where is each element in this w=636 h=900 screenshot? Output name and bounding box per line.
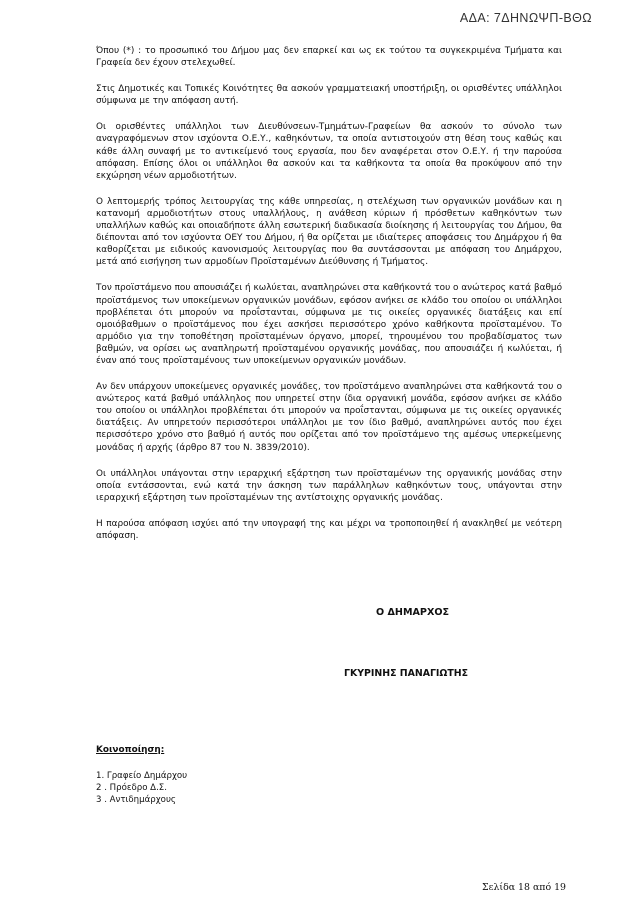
- ada-code: ΑΔΑ: 7ΔΗΝΩΨΠ-ΒΘΩ: [459, 11, 592, 25]
- signature-name: ΓΚΥΡΙΝΗΣ ΠΑΝΑΓΙΩΤΗΣ: [344, 668, 469, 679]
- list-item: 2 . Πρόεδρο Δ.Σ.: [96, 783, 167, 793]
- signature-title: Ο ΔΗΜΑΡΧΟΣ: [376, 607, 450, 618]
- page-number: Σελίδα 18 από 19: [481, 882, 566, 893]
- paragraph-validity: Η παρούσα απόφαση ισχύει από την υπογραφή της και μέχρι να τροποποιηθεί ή ανακληθεί με νεότερη απόφαση.: [96, 518, 562, 541]
- list-item: 1. Γραφείο Δημάρχου: [96, 771, 188, 781]
- paragraph-communities-support: Στις Δημοτικές και Τοπικές Κοινότητες θα ασκούν γραμματειακή υποστήριξη, οι ορισθέντες υπάλληλοι σύμφωνα με την απόφαση αυτή.: [96, 84, 562, 107]
- notification-list: [96, 770, 187, 806]
- document-body: [96, 45, 562, 556]
- paragraph-head-substitution: Τον προϊστάμενο που απουσιάζει ή κωλύεται, αναπληρώνει στα καθήκοντά του ο ανώτερος κατά βαθμό προϊστάμενος των υποκείμενων οργανικών μονάδων, εφόσον ανήκει σε κλάδο του οποίου οι υπάλληλοι προβλέπεται ότι μπορούν να προΐστανται, σύμφωνα με τις οικείες οργανικές διατάξεις και επί ομοιόβαθμων ο προϊστάμενος που έχει ασκήσει περισσότερο χρόνο καθήκοντα προϊσταμένου. Το αρμόδιο για την τοποθέτηση προϊσταμένων όργανο, μπορεί, τηρουμένου του προβαδίσματος των βαθμών, να ορίσει ως αναπληρωτή προϊσταμένου οργανικής μονάδας, που απουσιάζει ή κωλύεται, ή έναν από τους προϊσταμένους των υποκείμενων οργανικών μονάδων.: [96, 283, 562, 366]
- notification-heading: Κοινοποίηση:: [96, 745, 165, 755]
- paragraph-operation-details: Ο λεπτομερής τρόπος λειτουργίας της κάθε υπηρεσίας, η στελέχωση των οργανικών μονάδων και η κατανομή αρμοδιοτήτων στους υπαλλήλους, η ανάθεση κύριων ή πρόσθετων καθηκόντων των υπαλλήλων καθώς και οποιαδήποτε άλλη εσωτερική διαδικασία διοίκησης ή λειτουργίας του Δήμου, θα διέπονται από τον ισχύοντα ΟΕΥ του Δήμου, ή θα ορίζεται με ιδιαίτερες αποφάσεις του Δημάρχου ή θα καθορίζεται με ειδικούς κανονισμούς λειτουργίας που θα συντάσσονται με απόφαση του Δημάρχου, μετά από εισήγηση των αρμοδίων Προϊσταμένων Διεύθυνσης ή Τμήματος.: [96, 196, 562, 268]
- paragraph-no-subunits-substitution: Αν δεν υπάρχουν υποκείμενες οργανικές μονάδες, τον προϊστάμενο αναπληρώνει στα καθήκοντά του ο ανώτερος κατά βαθμό υπάλληλος που υπηρετεί στην ίδια οργανική μονάδα, εφόσον ανήκει σε κλάδο του οποίου οι υπάλληλοι προβλέπεται ότι μπορούν να προΐστανται, σύμφωνα με τις οικείες οργανικές διατάξεις. Αν υπηρετούν περισσότεροι υπάλληλοι με τον ίδιο βαθμό, αναπληρώνει αυτός που έχει περισσότερο χρόνο στο βαθμό ή αυτός που ορίζεται από τον προϊστάμενο της αμέσως υπερκείμενης μονάδας ή αρχής (άρθρο 87 του Ν. 3839/2010).: [96, 382, 562, 453]
- list-item: 3 . Αντιδημάρχους: [96, 795, 176, 805]
- paragraph-note-staffing: Όπου (*) : το προσωπικό του Δήμου μας δεν επαρκεί και ως εκ τούτου τα συγκεκριμένα Τμήματα και Γραφεία δεν έχουν στελεχωθεί.: [96, 46, 562, 69]
- paragraph-employee-duties: Οι ορισθέντες υπάλληλοι των Διευθύνσεων-Τμημάτων-Γραφείων θα ασκούν το σύνολο των αναγραφόμενων στον ισχύοντα Ο.Ε.Υ., καθηκόντων, τα οποία αντιστοιχούν στη θέση τους καθώς και κάθε άλλη συναφή με το αντικείμενό τους εργασία, που δεν αναφέρεται στον Ο.Ε.Υ. ή την παρούσα απόφαση. Επίσης όλοι οι υπάλληλοι θα ασκούν και τα καθήκοντα τα οποία θα προκύψουν από την εκχώρηση νέων αρμοδιοτήτων.: [96, 122, 562, 181]
- paragraph-hierarchy: Οι υπάλληλοι υπάγονται στην ιεραρχική εξάρτηση των προϊσταμένων της οργανικής μονάδας στην οποία εντάσσονται, ενώ κατά την άσκηση των παράλληλων καθηκόντων τους, υπάγονται στην ιεραρχική εξάρτηση των προϊσταμένων της αντίστοιχης οργανικής μονάδας.: [96, 468, 562, 503]
